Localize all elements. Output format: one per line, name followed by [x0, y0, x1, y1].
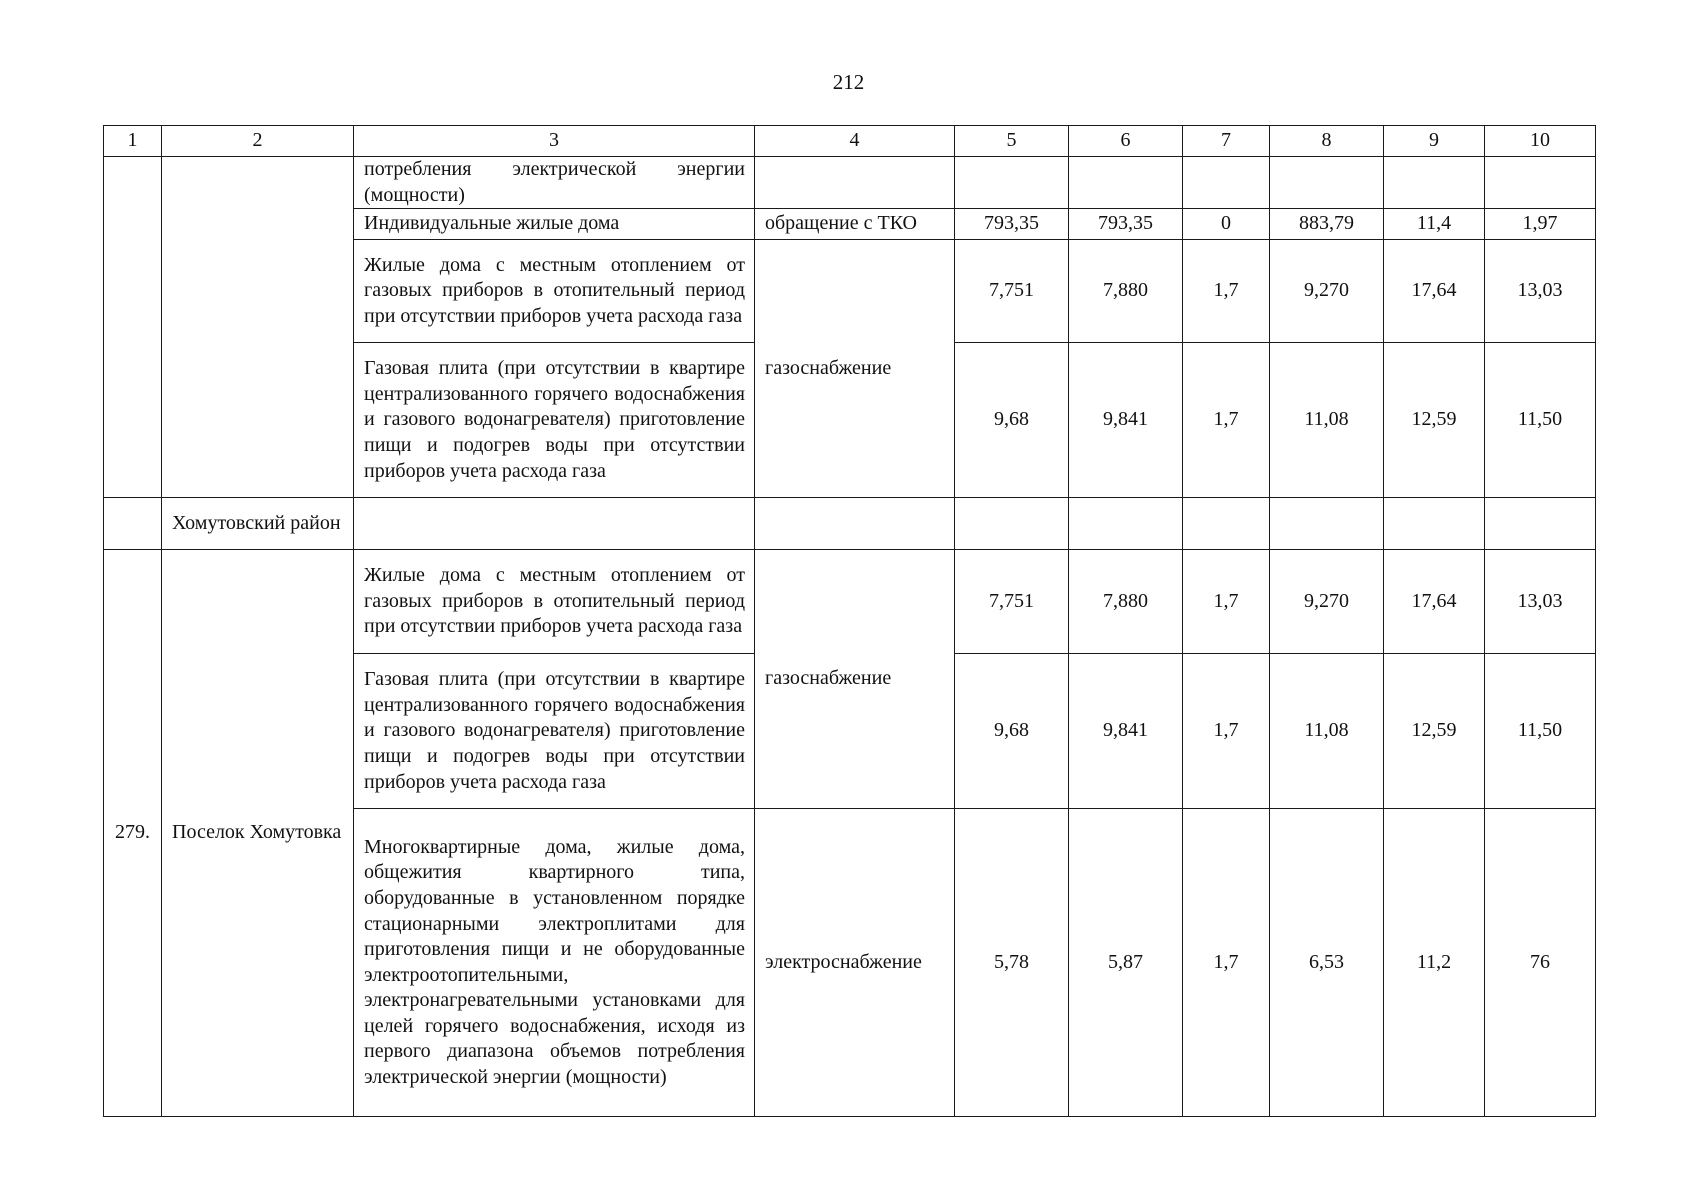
column-header: 1	[104, 126, 162, 157]
value-cell: 1,7	[1183, 654, 1270, 809]
location-cell	[162, 157, 354, 498]
consumer-category: Газовая плита (при отсутствии в квартире централизованного горячего водоснабжения и газового водонагревателя) приготовление пищи и подогрев воды при отсутствии приборов учета расхода газа	[354, 343, 755, 498]
value-cell: 9,841	[1069, 654, 1183, 809]
value-cell: 9,841	[1069, 343, 1183, 498]
value-cell	[1069, 157, 1183, 209]
value-cell: 9,68	[955, 343, 1069, 498]
column-header: 10	[1485, 126, 1596, 157]
value-cell: 12,59	[1384, 343, 1485, 498]
consumer-category: потребления электрической энергии (мощности)	[354, 157, 755, 209]
column-header: 4	[755, 126, 955, 157]
row-number-cell	[104, 498, 162, 550]
value-cell	[1270, 157, 1384, 209]
value-cell: 11,08	[1270, 654, 1384, 809]
location-name: Поселок Хомутовка	[162, 550, 354, 1117]
service-cell	[755, 157, 955, 209]
empty-cell	[1485, 498, 1596, 550]
tariff-table	[103, 125, 1596, 1117]
value-cell	[955, 157, 1069, 209]
value-cell: 76	[1485, 809, 1596, 1117]
value-cell: 1,7	[1183, 240, 1270, 343]
value-cell: 11,08	[1270, 343, 1384, 498]
value-cell: 13,03	[1485, 240, 1596, 343]
empty-cell	[1069, 498, 1183, 550]
value-cell: 7,751	[955, 550, 1069, 654]
value-cell: 11,2	[1384, 809, 1485, 1117]
value-cell: 12,59	[1384, 654, 1485, 809]
empty-cell	[1183, 498, 1270, 550]
value-cell: 6,53	[1270, 809, 1384, 1117]
consumer-category: Газовая плита (при отсутствии в квартире централизованного горячего водоснабжения и газового водонагревателя) приготовление пищи и подогрев воды при отсутствии приборов учета расхода газа	[354, 654, 755, 809]
empty-cell	[1384, 498, 1485, 550]
value-cell: 17,64	[1384, 240, 1485, 343]
value-cell: 0	[1183, 209, 1270, 240]
value-cell	[1485, 157, 1596, 209]
empty-cell	[955, 498, 1069, 550]
value-cell: 883,79	[1270, 209, 1384, 240]
consumer-category: Жилые дома с местным отоплением от газовых приборов в отопительный период при отсутствии приборов учета расхода газа	[354, 550, 755, 654]
district-name: Хомутовский район	[162, 498, 354, 550]
district-row	[104, 498, 1596, 550]
value-cell: 9,68	[955, 654, 1069, 809]
table-row	[104, 157, 1596, 209]
value-cell: 7,880	[1069, 550, 1183, 654]
column-header: 5	[955, 126, 1069, 157]
column-header: 7	[1183, 126, 1270, 157]
value-cell: 5,78	[955, 809, 1069, 1117]
column-header: 6	[1069, 126, 1183, 157]
value-cell: 1,7	[1183, 809, 1270, 1117]
column-header: 9	[1384, 126, 1485, 157]
page-number: 212	[832, 70, 865, 94]
consumer-category: Многоквартирные дома, жилые дома, общежития квартирного типа, оборудованные в установленном порядке стационарными электроплитами для приготовления пищи и не оборудованные электроотопительными, электронагревательными установками для целей горячего водоснабжения, исходя из первого диапазона объемов потребления электрической энергии (мощности)	[354, 809, 755, 1117]
consumer-category: Индивидуальные жилые дома	[354, 209, 755, 240]
value-cell: 5,87	[1069, 809, 1183, 1117]
empty-cell	[354, 498, 755, 550]
row-number: 279.	[104, 550, 162, 1117]
value-cell: 9,270	[1270, 550, 1384, 654]
value-cell: 1,7	[1183, 343, 1270, 498]
value-cell: 13,03	[1485, 550, 1596, 654]
service-type: газоснабжение	[755, 550, 955, 809]
value-cell: 7,751	[955, 240, 1069, 343]
value-cell: 7,880	[1069, 240, 1183, 343]
value-cell: 11,50	[1485, 343, 1596, 498]
value-cell: 9,270	[1270, 240, 1384, 343]
service-type: газоснабжение	[755, 240, 955, 498]
column-header: 8	[1270, 126, 1384, 157]
value-cell: 793,35	[1069, 209, 1183, 240]
column-header: 3	[354, 126, 755, 157]
value-cell: 793,35	[955, 209, 1069, 240]
header-row	[104, 126, 1596, 157]
row-number-cell	[104, 157, 162, 498]
service-type: электроснабжение	[755, 809, 955, 1117]
value-cell	[1384, 157, 1485, 209]
value-cell: 1,97	[1485, 209, 1596, 240]
consumer-category: Жилые дома с местным отоплением от газовых приборов в отопительный период при отсутствии приборов учета расхода газа	[354, 240, 755, 343]
value-cell: 17,64	[1384, 550, 1485, 654]
empty-cell	[1270, 498, 1384, 550]
empty-cell	[755, 498, 955, 550]
value-cell: 11,50	[1485, 654, 1596, 809]
service-type: обращение с ТКО	[755, 209, 955, 240]
table-row	[104, 550, 1596, 654]
value-cell	[1183, 157, 1270, 209]
value-cell: 1,7	[1183, 550, 1270, 654]
value-cell: 11,4	[1384, 209, 1485, 240]
column-header: 2	[162, 126, 354, 157]
